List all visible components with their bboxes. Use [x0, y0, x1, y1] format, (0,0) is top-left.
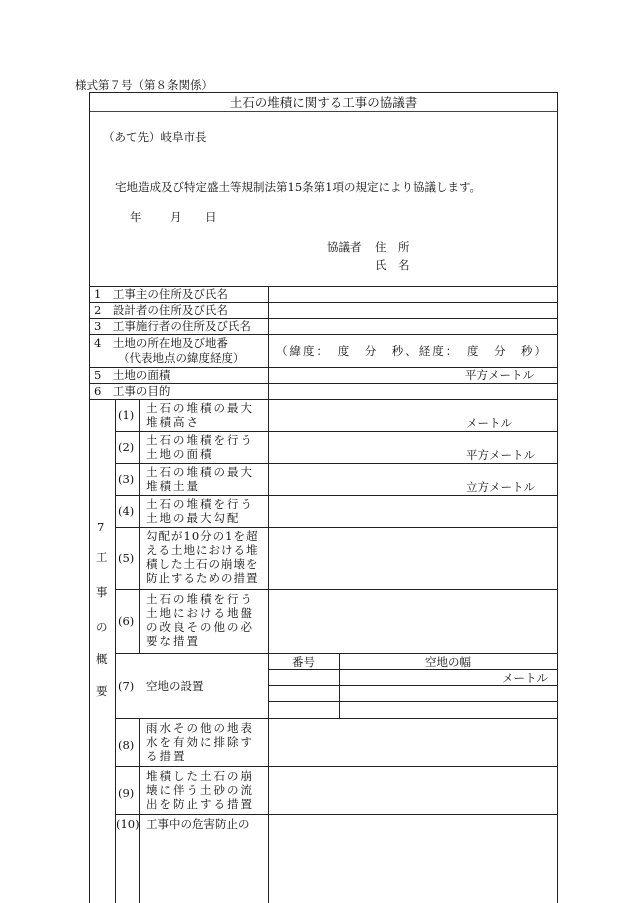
item-5-label: 5 土地の面積: [94, 368, 171, 382]
row-line: [115, 718, 558, 719]
subitem-1-label: 土石の堆積の最大堆積高さ: [146, 401, 254, 429]
value-column-divider: [268, 399, 269, 903]
subitem-5-label: 勾配が10分の1を超える土地における堆積した土石の崩壊を防止するための措置: [146, 529, 259, 585]
applicant-name-label: 氏 名: [375, 258, 410, 272]
subitem-6-number: (6): [118, 614, 135, 628]
item-4-sublabel: （代表地点の緯度経度）: [118, 351, 245, 365]
subitem-8-label: 雨水その他の地表水を有効に排除する措置: [146, 721, 254, 763]
row-line: [115, 589, 558, 590]
item-1-label: 1 工事主の住所及び氏名: [94, 287, 228, 301]
document-title: 土石の堆積に関する工事の協議書: [229, 95, 418, 110]
subitem-number-divider: [139, 718, 140, 903]
open-space-width-header: 空地の幅: [425, 655, 471, 669]
applicant-address-label: 住 所: [375, 240, 410, 254]
applicant-role: 協議者: [327, 240, 362, 254]
subitem-9-label: 堆積した土石の崩壊に伴う土砂の流出を防止する措置: [146, 769, 254, 811]
date-day: 日: [205, 210, 217, 224]
row-line: [115, 766, 558, 767]
subitem-1-unit: メートル: [466, 416, 512, 430]
row-line: [115, 653, 558, 654]
subitem-7-number: (7): [118, 679, 135, 693]
subitem-2-unit: 平方メートル: [466, 448, 535, 462]
row-line: [89, 334, 558, 335]
date-month: 月: [170, 210, 182, 224]
subitem-5-number: (5): [118, 551, 135, 565]
section-7-char: 工: [96, 550, 108, 564]
frame-left-border: [89, 92, 90, 903]
row-line: [115, 814, 558, 815]
section-7-char: 事: [96, 585, 108, 599]
subitem-4-label: 土石の堆積を行う土地の最大勾配: [146, 497, 254, 525]
item-4-label: 4 土地の所在地及び地番: [94, 336, 228, 350]
section-7-char: の: [96, 620, 108, 634]
open-space-width-unit: メートル: [502, 671, 548, 685]
row-line: [268, 685, 558, 686]
item-5-unit: 平方メートル: [465, 368, 534, 382]
item-6-label: 6 工事の目的: [94, 384, 171, 398]
row-line: [89, 399, 558, 400]
section-7-number: 7: [97, 520, 105, 534]
item-4-coordinates: （緯度： 度 分 秒、経度： 度 分 秒）: [276, 344, 548, 358]
subitem-3-label: 土石の堆積の最大堆積土量: [146, 465, 254, 493]
subitem-7-label: 空地の設置: [146, 679, 204, 693]
subitem-10-number: (10): [116, 817, 140, 831]
subitem-number-divider: [139, 399, 140, 653]
frame-right-border: [557, 92, 558, 903]
subitem-3-number: (3): [118, 472, 135, 486]
section-7-char: 概: [96, 652, 108, 666]
section-7-char: 要: [96, 684, 108, 698]
row-line: [115, 527, 558, 528]
subitem-10-label: 工事中の危害防止の: [146, 817, 250, 831]
open-space-number-header: 番号: [292, 655, 315, 669]
row-line: [268, 701, 558, 702]
subitem-9-number: (9): [118, 786, 135, 800]
date-year: 年: [130, 210, 142, 224]
value-column-divider: [268, 286, 269, 399]
subitem-8-number: (8): [118, 738, 135, 752]
frame-top-border: [89, 92, 558, 93]
row-line: [115, 463, 558, 464]
subitem-2-label: 土石の堆積を行う土地の面積: [146, 433, 254, 461]
subitem-1-number: (1): [118, 408, 135, 422]
item-3-label: 3 工事施行者の住所及び氏名: [94, 319, 251, 333]
addressee: （あて先）岐阜市長: [103, 130, 207, 144]
row-line: [115, 495, 558, 496]
subitem-3-unit: 立方メートル: [466, 480, 535, 494]
statement: 宅地造成及び特定盛土等規制法第15条第1項の規定により協議します。: [115, 180, 482, 194]
form-number: 様式第７号（第８条関係）: [75, 78, 213, 92]
row-line: [115, 431, 558, 432]
title-underline: [90, 111, 557, 112]
row-line: [268, 669, 558, 670]
subitem-6-label: 土石の堆積を行う土地における地盤の改良その他の必要な措置: [146, 592, 254, 648]
subitem-2-number: (2): [118, 440, 135, 454]
subitem-4-number: (4): [118, 504, 135, 518]
item-2-label: 2 設計者の住所及び氏名: [94, 303, 228, 317]
